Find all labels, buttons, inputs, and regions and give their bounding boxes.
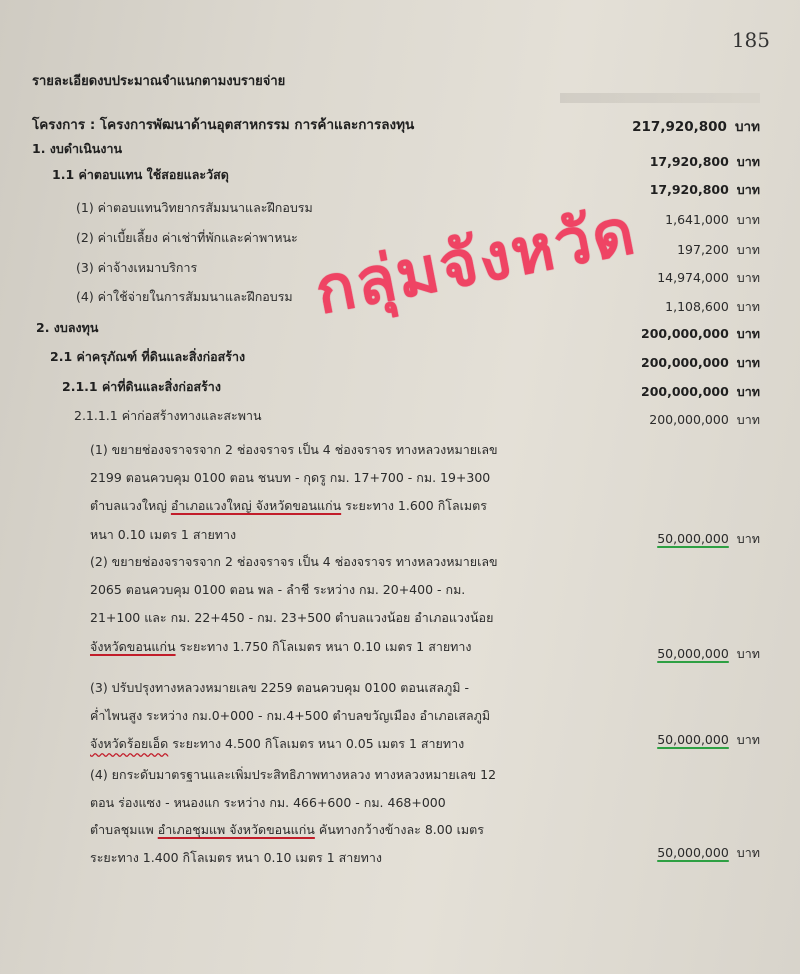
project-2-line-1: (2) ขยายช่องจราจรจาก 2 ช่องจราจร เป็น 4 ช่องจราจร ทางหลวงหมายเลข — [90, 554, 498, 569]
item-1-1-2-amount: 197,200 บาท — [677, 242, 760, 257]
section-1-1-label: 1.1 ค่าตอบแทน ใช้สอยและวัสดุ — [52, 167, 229, 182]
project-4-amount: 50,000,000 บาท — [657, 845, 760, 860]
section-2-1-1-1-label: 2.1.1.1 ค่าก่อสร้างทางและสะพาน — [74, 408, 262, 423]
section-2-1-label: 2.1 ค่าครุภัณฑ์ ที่ดินและสิ่งก่อสร้าง — [50, 349, 246, 364]
project-2-line-2: 2065 ตอนควบคุม 0100 ตอน พล - ลำชี ระหว่าง กม. 20+400 - กม. — [90, 582, 466, 597]
project-1-amount: 50,000,000 บาท — [657, 531, 760, 546]
section-2-1-1-1-amount: 200,000,000 บาท — [649, 412, 760, 427]
project-3-line-1: (3) ปรับปรุงทางหลวงหมายเลข 2259 ตอนควบคุม 0100 ตอนเสลภูมิ - — [90, 680, 469, 695]
project-3-line-3: จังหวัดร้อยเอ็ด ระยะทาง 4.500 กิโลเมตร หนา 0.05 เมตร 1 สายทาง — [90, 736, 465, 751]
section-2-amount: 200,000,000 บาท — [641, 326, 760, 341]
section-1-amount: 17,920,800 บาท — [649, 154, 760, 169]
item-1-1-3-amount: 14,974,000 บาท — [657, 270, 760, 285]
project-4-line-3: ตำบลชุมแพ อำเภอชุมแพ จังหวัดขอนแก่น คันทางกว้างข้างละ 8.00 เมตร — [90, 822, 484, 837]
project-amount: 217,920,800 บาท — [632, 119, 760, 135]
project-1-line-4: หนา 0.10 เมตร 1 สายทาง — [90, 527, 237, 542]
red-overlay-stamp: กลุ่มจังหวัด — [309, 194, 643, 330]
item-1-1-4-amount: 1,108,600 บาท — [665, 299, 760, 314]
item-1-1-1-amount: 1,641,000 บาท — [665, 212, 760, 227]
item-1-1-2-label: (2) ค่าเบี้ยเลี้ยง ค่าเช่าที่พักและค่าพาหนะ — [76, 230, 298, 245]
underline-district-province: อำเภอชุมแพ จังหวัดขอนแก่น — [157, 822, 315, 837]
section-2-label: 2. งบลงทุน — [36, 320, 99, 335]
project-2-line-4: จังหวัดขอนแก่น ระยะทาง 1.750 กิโลเมตร หนา 0.10 เมตร 1 สายทาง — [90, 639, 472, 654]
doc-title: รายละเอียดงบประมาณจำแนกตามงบรายจ่าย — [32, 74, 286, 89]
underline-district-province: อำเภอแวงใหญ่ จังหวัดขอนแก่น — [170, 498, 342, 513]
project-1-line-3: ตำบลแวงใหญ่ อำเภอแวงใหญ่ จังหวัดขอนแก่น ระยะทาง 1.600 กิโลเมตร — [90, 498, 487, 513]
underline-province: จังหวัดขอนแก่น — [90, 639, 176, 654]
project-3-line-2: ค่ำไพนสูง ระหว่าง กม.0+000 - กม.4+500 ตำบลขวัญเมือง อำเภอเสลภูมิ — [90, 708, 491, 723]
item-1-1-3-label: (3) ค่าจ้างเหมาบริการ — [76, 260, 198, 275]
project-2-line-3: 21+100 และ กม. 22+450 - กม. 23+500 ตำบลแวงน้อย อำเภอแวงน้อย — [90, 610, 494, 625]
project-1-line-2: 2199 ตอนควบคุม 0100 ตอน ชนบท - กุดรู กม. 17+700 - กม. 19+300 — [90, 470, 491, 485]
section-1-label: 1. งบดำเนินงาน — [32, 141, 123, 156]
project-4-line-1: (4) ยกระดับมาตรฐานและเพิ่มประสิทธิภาพทางหลวง ทางหลวงหมายเลข 12 — [90, 767, 497, 782]
page-number: 185 — [731, 28, 770, 52]
project-title: โครงการ : โครงการพัฒนาด้านอุตสาหกรรม การค้าและการลงทุน — [32, 117, 415, 133]
item-1-1-4-label: (4) ค่าใช้จ่ายในการสัมมนาและฝึกอบรม — [76, 289, 293, 304]
section-1-1-amount: 17,920,800 บาท — [649, 182, 760, 197]
project-3-amount: 50,000,000 บาท — [657, 732, 760, 747]
item-1-1-1-label: (1) ค่าตอบแทนวิทยากรสัมมนาและฝึกอบรม — [76, 200, 313, 215]
project-4-line-4: ระยะทาง 1.400 กิโลเมตร หนา 0.10 เมตร 1 สายทาง — [90, 850, 382, 865]
section-2-1-1-amount: 200,000,000 บาท — [641, 384, 760, 399]
section-2-1-amount: 200,000,000 บาท — [641, 355, 760, 370]
project-1-line-1: (1) ขยายช่องจราจรจาก 2 ช่องจราจร เป็น 4 ช่องจราจร ทางหลวงหมายเลข — [90, 442, 498, 457]
project-4-line-2: ตอน ร่องแซง - หนองแก ระหว่าง กม. 466+600 - กม. 468+000 — [90, 795, 446, 810]
project-2-amount: 50,000,000 บาท — [657, 646, 760, 661]
section-2-1-1-label: 2.1.1 ค่าที่ดินและสิ่งก่อสร้าง — [62, 379, 221, 394]
wavy-underline-province: จังหวัดร้อยเอ็ด — [90, 736, 169, 751]
